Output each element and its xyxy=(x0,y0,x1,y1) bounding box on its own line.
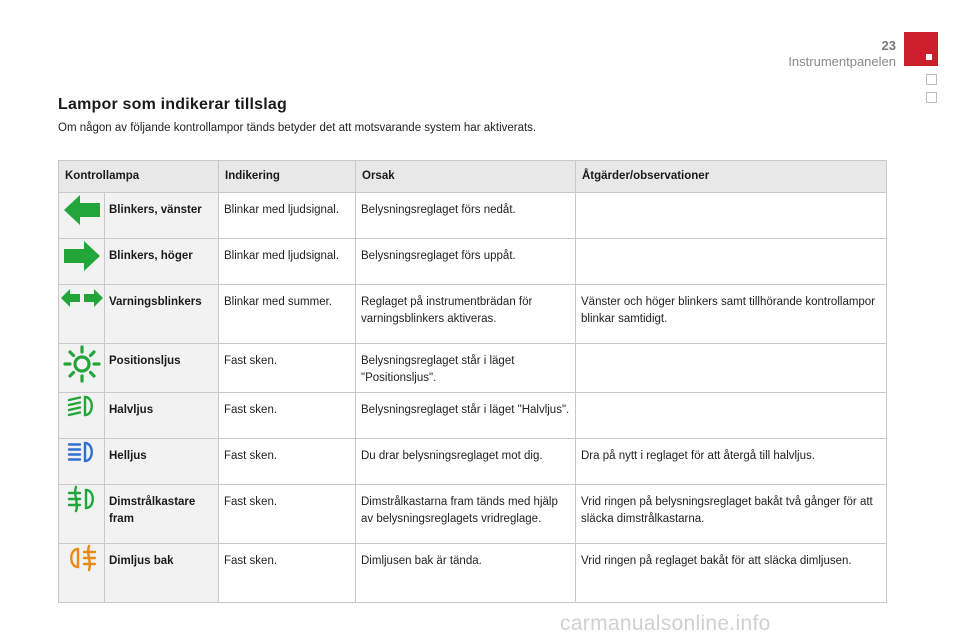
table-row xyxy=(59,193,887,239)
lamp-indication: Fast sken. xyxy=(219,344,356,393)
table-row xyxy=(59,239,887,285)
col-header-indication: Indikering xyxy=(219,161,356,193)
rear-fog-icon xyxy=(66,544,98,572)
position-lights-icon xyxy=(62,344,102,384)
lamp-action xyxy=(576,239,887,285)
page-title: Lampor som indikerar tillslag xyxy=(58,96,287,113)
lamp-name: Varningsblinkers xyxy=(105,285,219,344)
chapter-tab-1[interactable] xyxy=(926,74,937,85)
table-row xyxy=(59,285,887,344)
lamp-action xyxy=(576,344,887,393)
lamp-indication: Fast sken. xyxy=(219,439,356,485)
hazard-left-arrow xyxy=(61,289,80,307)
arrow-left-shape xyxy=(64,195,100,225)
table-row xyxy=(59,439,887,485)
ray xyxy=(70,352,74,356)
lamp-action: Dra på nytt i reglaget för att återgå till halvljus. xyxy=(576,439,887,485)
lamp-indication: Blinkar med summer. xyxy=(219,285,356,344)
lamp-cause: Belysningsreglaget står i läget "Positionsljus". xyxy=(356,344,576,393)
lamp-indication: Fast sken. xyxy=(219,485,356,544)
lamp-cause: Du drar belysningsreglaget mot dig. xyxy=(356,439,576,485)
lamp-cause: Belysningsreglaget förs uppåt. xyxy=(356,239,576,285)
lamp-action: Vrid ringen på reglaget bakåt för att släcka dimljusen. xyxy=(576,544,887,603)
arrow-right-icon xyxy=(62,239,102,273)
beam-line xyxy=(69,398,80,401)
chapter-tab-2[interactable] xyxy=(926,92,937,103)
lamp-name: Halvljus xyxy=(105,393,219,439)
fog-wave xyxy=(88,546,90,570)
arrow-right-shape xyxy=(64,241,100,271)
hazard-right-arrow xyxy=(84,289,103,307)
lamp-action xyxy=(576,193,887,239)
arrow-left-icon xyxy=(62,193,102,227)
ray xyxy=(70,373,74,377)
lamp-indication: Blinkar med ljudsignal. xyxy=(219,239,356,285)
beam-line xyxy=(69,408,80,411)
table-header-row xyxy=(59,161,887,193)
front-fog-lamp xyxy=(86,490,93,508)
page-number: 23 xyxy=(881,38,896,53)
ray xyxy=(90,373,94,377)
lamp-name: Positionsljus xyxy=(105,344,219,393)
section-name: Instrumentpanelen xyxy=(788,54,896,69)
lamp-action: Vrid ringen på belysningsreglaget bakåt två gånger för att släcka dimstrålkastarna. xyxy=(576,485,887,544)
intro-text: Om någon av följande kontrollampor tänds betyder det att motsvarande system har aktiverats. xyxy=(58,122,537,134)
lamp-name: Blinkers, vänster xyxy=(105,193,219,239)
low-beam-lamp xyxy=(85,397,92,415)
tab-marker xyxy=(926,54,932,60)
watermark: carmanualsonline.info xyxy=(560,612,771,635)
hazard-arrows-icon xyxy=(60,285,104,311)
lamp-name: Blinkers, höger xyxy=(105,239,219,285)
lamp-indication: Fast sken. xyxy=(219,544,356,603)
col-header-lamp: Kontrollampa xyxy=(59,161,219,193)
lamp-cause: Dimljusen bak är tända. xyxy=(356,544,576,603)
table-row xyxy=(59,485,887,544)
position-lights-bulb xyxy=(75,357,89,371)
lamp-name: Dimstrålkastare fram xyxy=(105,485,219,544)
lamp-cause: Dimstrålkastarna fram tänds med hjälp av belysningsreglagets vridreglage. xyxy=(356,485,576,544)
lamp-cause: Reglaget på instrumentbrädan för varningsblinkers aktiveras. xyxy=(356,285,576,344)
indicator-lamps-table xyxy=(58,160,887,603)
lamp-indication: Fast sken. xyxy=(219,393,356,439)
lamp-cause: Belysningsreglaget står i läget "Halvljus". xyxy=(356,393,576,439)
lamp-indication: Blinkar med ljudsignal. xyxy=(219,193,356,239)
chapter-tab-active[interactable] xyxy=(904,32,938,66)
high-beam-icon xyxy=(66,439,98,465)
lamp-name: Dimljus bak xyxy=(105,544,219,603)
ray xyxy=(90,352,94,356)
beam-line xyxy=(69,413,80,416)
lamp-cause: Belysningsreglaget förs nedåt. xyxy=(356,193,576,239)
low-beam-icon xyxy=(66,393,98,419)
rear-fog-lamp xyxy=(71,549,78,567)
lamp-name: Helljus xyxy=(105,439,219,485)
col-header-cause: Orsak xyxy=(356,161,576,193)
table-row xyxy=(59,344,887,393)
lamp-action xyxy=(576,393,887,439)
front-fog-icon xyxy=(66,485,98,513)
lamp-action: Vänster och höger blinkers samt tillhörande kontrollampor blinkar samtidigt. xyxy=(576,285,887,344)
table-row xyxy=(59,393,887,439)
beam-line xyxy=(69,403,80,406)
col-header-action: Åtgärder/observationer xyxy=(576,161,887,193)
table-row xyxy=(59,544,887,603)
fog-wave xyxy=(75,487,77,511)
high-beam-lamp xyxy=(85,443,92,461)
